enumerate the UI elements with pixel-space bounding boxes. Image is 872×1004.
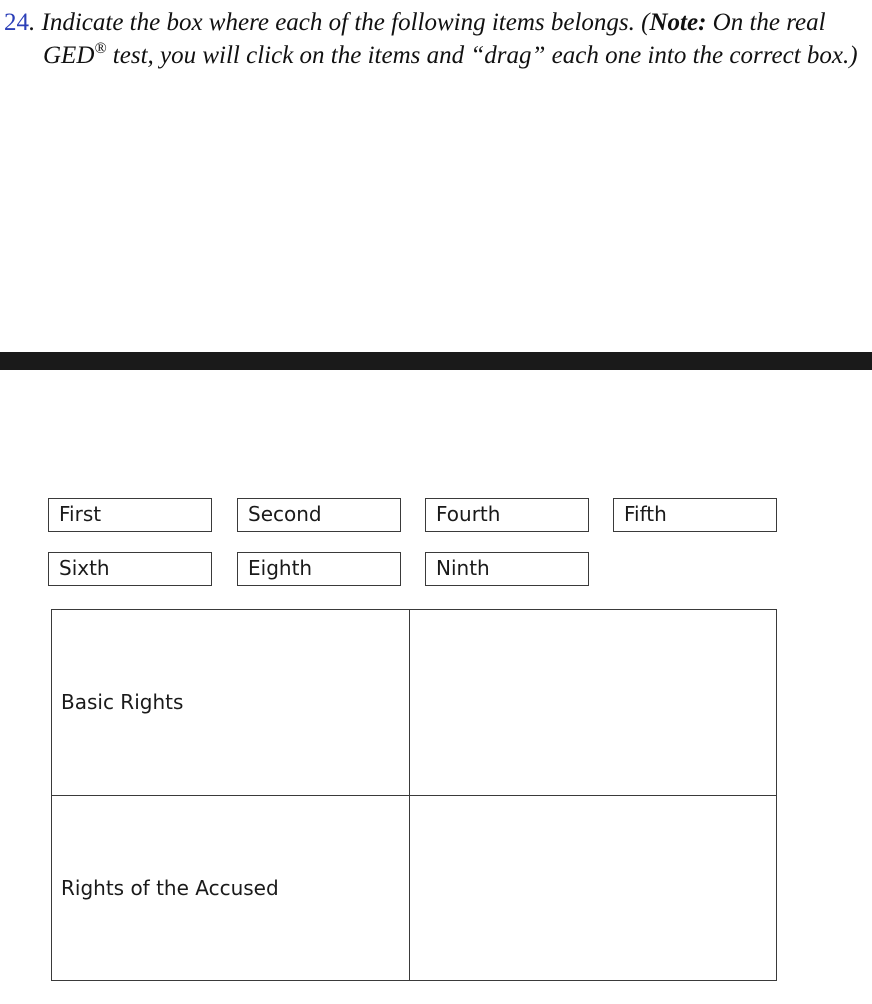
question-prompt [4,6,872,72]
category-table [51,609,777,981]
dropzone-basic-rights[interactable] [411,611,775,793]
section-divider [0,352,872,370]
drag-item-sixth[interactable]: Sixth [48,552,212,586]
table-row-divider [52,795,776,796]
drag-item-eighth[interactable]: Eighth [237,552,401,586]
note-label: Note: [649,9,707,36]
note-text-end: test, you will click on the items and “drag” each one into the correct box.) [106,42,858,69]
drag-item-ninth[interactable]: Ninth [425,552,589,586]
drag-item-second[interactable]: Second [237,498,401,532]
category-label-rights-of-accused: Rights of the Accused [61,876,279,900]
dropzone-rights-of-accused[interactable] [411,797,775,979]
question-text: . Indicate the box where each of the following items belongs. ( [29,9,650,36]
drag-item-fourth[interactable]: Fourth [425,498,589,532]
note-text: On the real GED [43,9,826,69]
drag-item-first[interactable]: First [48,498,212,532]
question-number: 24 [4,9,29,36]
drag-item-fifth[interactable]: Fifth [613,498,777,532]
registered-mark: ® [94,40,107,57]
category-label-basic-rights: Basic Rights [61,690,184,714]
